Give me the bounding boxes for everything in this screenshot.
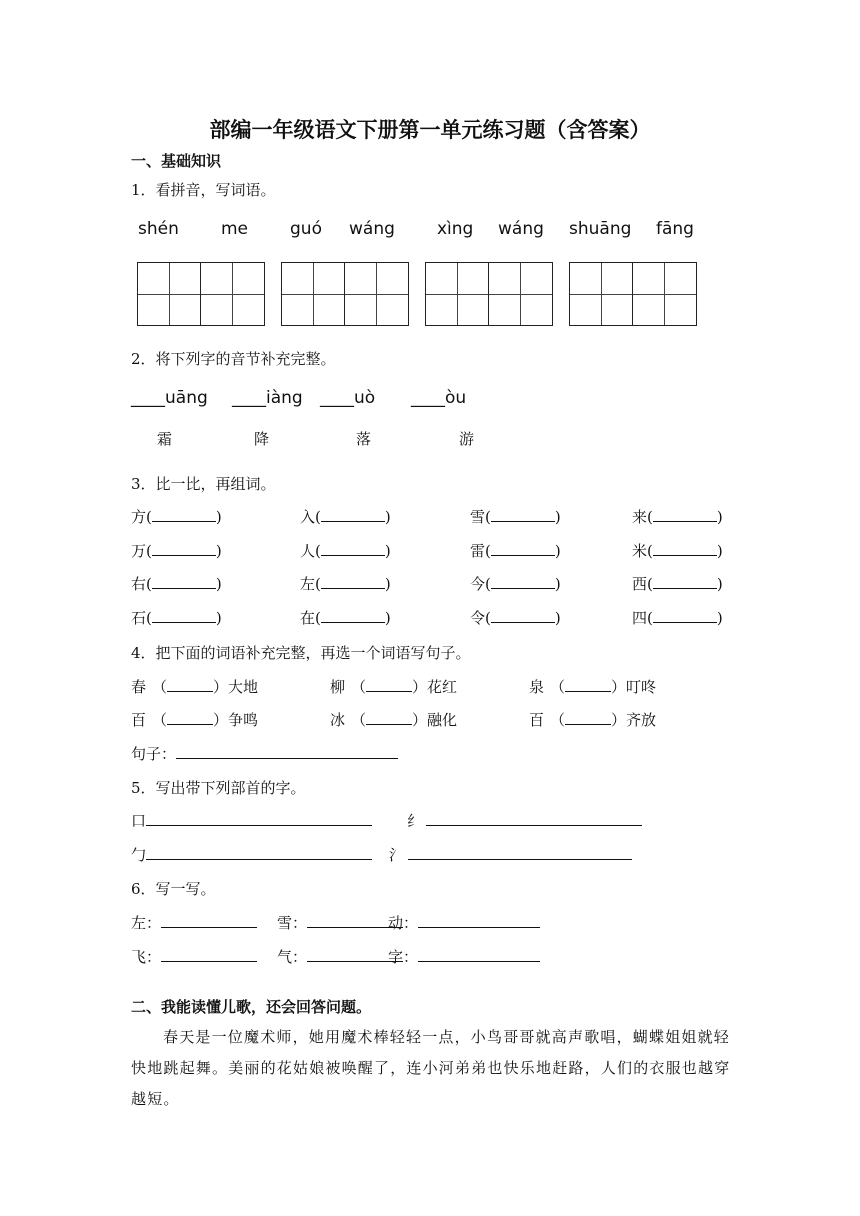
compare-word-item[interactable] [300,506,391,527]
idiom-blank[interactable] [565,724,611,725]
compare-word-item[interactable] [470,573,561,594]
tian-grid-box[interactable] [345,262,409,326]
paren-close: ） [213,711,229,729]
writing-grid-3[interactable] [425,262,553,328]
word-blank[interactable] [321,588,385,589]
radical-blank[interactable] [426,825,642,826]
syllable-char-4: 游 [459,430,475,448]
tian-grid-box[interactable] [425,262,489,326]
compare-char: 右 [131,575,147,593]
idiom-item[interactable] [330,709,457,730]
idiom-suffix: 融化 [427,711,458,729]
radical-row-bao[interactable] [131,844,372,865]
syllable-char-3: 落 [356,430,372,448]
question-6-label: 6．写一写。 [131,880,216,898]
syllable-tail: uò [354,388,376,408]
idiom-blank[interactable] [565,691,611,692]
paren-open: ( [485,542,491,560]
word-blank[interactable] [321,622,385,623]
syllable-blank[interactable]: ____ [411,388,445,408]
idiom-suffix: 花红 [427,678,458,696]
paren-close: ) [554,575,561,593]
radical-row-shui[interactable] [389,844,632,865]
paren-close: ) [215,542,222,560]
word-blank[interactable] [321,555,385,556]
idiom-item[interactable] [529,676,656,697]
idiom-suffix: 大地 [228,678,259,696]
idiom-prefix: 百 [529,711,545,729]
syllable-item-1[interactable] [131,388,208,408]
syllable-blank[interactable]: ____ [232,388,266,408]
pinyin-7: shuāng [569,219,632,239]
compare-char: 西 [632,575,648,593]
section-heading-basics: 一、基础知识 [131,152,222,170]
writing-grid-1[interactable] [137,262,265,328]
compare-char: 左 [300,575,316,593]
word-blank[interactable] [491,555,555,556]
compare-char: 今 [470,575,486,593]
compare-word-item[interactable] [131,607,222,628]
reading-passage: 春天是一位魔术师，她用魔术棒轻轻一点，小鸟哥哥就高声歌唱，蝴蝶姐姐就轻快地跳起舞。美丽的花姑娘被唤醒了，连小河弟弟也快乐地赶路，人们的衣服也越穿越短。 [131,1028,731,1108]
compare-word-item[interactable] [470,607,561,628]
radical-label: 纟 [407,812,423,830]
syllable-item-3[interactable] [320,388,375,408]
write-label: 飞： [131,948,162,966]
paren-close: ) [716,575,723,593]
paren-open: （ [550,678,566,696]
radical-blank[interactable] [408,859,632,860]
compare-word-item[interactable] [300,573,391,594]
compare-char: 在 [300,609,316,627]
radical-label: 氵 [389,846,405,864]
question-1-label: 1．看拼音，写词语。 [131,181,276,199]
write-label: 雪： [277,914,308,932]
paren-open: ( [485,575,491,593]
word-blank[interactable] [491,521,555,522]
idiom-blank[interactable] [366,724,412,725]
paren-close: ) [716,542,723,560]
word-blank[interactable] [152,622,216,623]
paren-close: ) [384,609,391,627]
compare-word-item[interactable] [470,506,561,527]
paren-open: ( [485,609,491,627]
tian-grid-box[interactable] [633,262,697,326]
word-blank[interactable] [152,521,216,522]
paren-open: ( [315,575,321,593]
word-blank[interactable] [653,521,717,522]
sentence-blank[interactable] [176,758,398,759]
paren-open: ( [146,542,152,560]
paren-open: （ [351,711,367,729]
write-item[interactable] [131,946,257,967]
paren-close: ) [384,542,391,560]
syllable-char-1: 霜 [157,430,173,448]
compare-char: 入 [300,508,316,526]
paren-open: ( [647,508,653,526]
idiom-prefix: 冰 [330,711,346,729]
idiom-blank[interactable] [167,724,213,725]
compare-char: 石 [131,609,147,627]
paren-open: ( [647,542,653,560]
word-blank[interactable] [152,588,216,589]
word-blank[interactable] [491,588,555,589]
page-title: 部编一年级语文下册第一单元练习题（含答案） [209,118,651,142]
paren-open: ( [315,508,321,526]
word-blank[interactable] [653,622,717,623]
paren-close: ) [384,575,391,593]
write-item[interactable] [277,912,403,933]
compare-char: 米 [632,542,648,560]
question-4-label: 4．把下面的词语补充完整，再选一个词语写句子。 [131,644,471,662]
paren-close: ) [215,508,222,526]
write-item[interactable] [388,946,540,967]
radical-row-kou[interactable] [131,810,372,831]
write-blank[interactable] [161,961,257,962]
section-heading-reading: 二、我能读懂儿歌，还会回答问题。 [131,998,372,1016]
paren-open: （ [152,678,168,696]
paren-close: ) [215,609,222,627]
sentence-label: 句子： [131,745,177,763]
pinyin-6: wáng [498,219,544,239]
compare-word-item[interactable] [300,540,391,561]
paren-open: ( [146,508,152,526]
tian-grid-box[interactable] [201,262,265,326]
paren-close: ) [384,508,391,526]
compare-word-item[interactable] [131,540,222,561]
pinyin-8: fāng [656,219,694,239]
write-blank[interactable] [418,961,540,962]
paren-close: ） [213,678,229,696]
write-label: 动： [388,914,419,932]
compare-char: 来 [632,508,648,526]
paren-close: ） [611,711,627,729]
compare-word-item[interactable] [131,506,222,527]
tian-grid-box[interactable] [489,262,553,326]
compare-char: 万 [131,542,147,560]
write-label: 字： [388,948,419,966]
idiom-suffix: 争鸣 [228,711,259,729]
syllable-blank[interactable]: ____ [320,388,354,408]
paren-close: ) [716,609,723,627]
radical-label: 勹 [131,846,147,864]
syllable-item-2[interactable] [232,388,303,408]
syllable-tail: iàng [266,388,303,408]
paren-open: ( [146,609,152,627]
pinyin-2: me [221,219,249,239]
radical-label: 口 [131,812,147,830]
question-5-label: 5．写出带下列部首的字。 [131,779,306,797]
idiom-prefix: 春 [131,678,147,696]
compare-word-item[interactable] [632,573,723,594]
word-blank[interactable] [491,622,555,623]
idiom-suffix: 叮咚 [626,678,657,696]
pinyin-1: shén [138,219,179,239]
compare-word-item[interactable] [632,607,723,628]
compare-char: 方 [131,508,147,526]
compare-word-item[interactable] [632,506,723,527]
idiom-prefix: 柳 [330,678,346,696]
pinyin-3: guó [290,219,322,239]
question-3-label: 3．比一比，再组词。 [131,475,276,493]
syllable-tail: òu [445,388,467,408]
radical-blank[interactable] [146,825,372,826]
compare-char: 令 [470,609,486,627]
paren-close: ） [412,711,428,729]
idiom-item[interactable] [131,709,258,730]
syllable-item-4[interactable] [411,388,466,408]
compare-char: 雷 [470,542,486,560]
paren-close: ) [554,609,561,627]
paren-close: ) [554,508,561,526]
radical-blank[interactable] [146,859,372,860]
tian-grid-box[interactable] [281,262,345,326]
paren-open: ( [146,575,152,593]
paren-open: （ [152,711,168,729]
write-label: 气： [277,948,308,966]
idiom-blank[interactable] [167,691,213,692]
word-blank[interactable] [653,588,717,589]
idiom-prefix: 泉 [529,678,545,696]
write-label: 左： [131,914,162,932]
radical-row-si[interactable] [407,810,642,831]
compare-char: 四 [632,609,648,627]
word-blank[interactable] [321,521,385,522]
paren-open: （ [550,711,566,729]
write-item[interactable] [388,912,540,933]
paren-open: ( [647,609,653,627]
write-item[interactable] [131,912,257,933]
write-blank[interactable] [418,927,540,928]
write-item[interactable] [277,946,403,967]
idiom-blank[interactable] [366,691,412,692]
paren-open: ( [485,508,491,526]
writing-grid-2[interactable] [281,262,409,328]
idiom-prefix: 百 [131,711,147,729]
sentence-line[interactable] [131,743,398,764]
idiom-item[interactable] [330,676,457,697]
syllable-blank[interactable]: ____ [131,388,165,408]
compare-char: 雪 [470,508,486,526]
paren-close: ) [215,575,222,593]
compare-char: 人 [300,542,316,560]
paren-close: ） [611,678,627,696]
syllable-char-2: 降 [254,430,270,448]
compare-word-item[interactable] [131,573,222,594]
compare-word-item[interactable] [300,607,391,628]
paren-open: ( [647,575,653,593]
paren-open: ( [315,609,321,627]
paren-close: ) [554,542,561,560]
paren-open: ( [315,542,321,560]
paren-open: （ [351,678,367,696]
writing-grid-4[interactable] [569,262,697,328]
question-2-label: 2．将下列字的音节补充完整。 [131,350,336,368]
idiom-suffix: 齐放 [626,711,657,729]
paren-close: ) [716,508,723,526]
idiom-item[interactable] [131,676,258,697]
pinyin-4: wáng [349,219,395,239]
word-blank[interactable] [152,555,216,556]
compare-word-item[interactable] [470,540,561,561]
tian-grid-box[interactable] [569,262,633,326]
idiom-item[interactable] [529,709,656,730]
pinyin-5: xìng [437,219,474,239]
syllable-tail: uāng [165,388,208,408]
word-blank[interactable] [653,555,717,556]
paren-close: ） [412,678,428,696]
tian-grid-box[interactable] [137,262,201,326]
compare-word-item[interactable] [632,540,723,561]
write-blank[interactable] [161,927,257,928]
